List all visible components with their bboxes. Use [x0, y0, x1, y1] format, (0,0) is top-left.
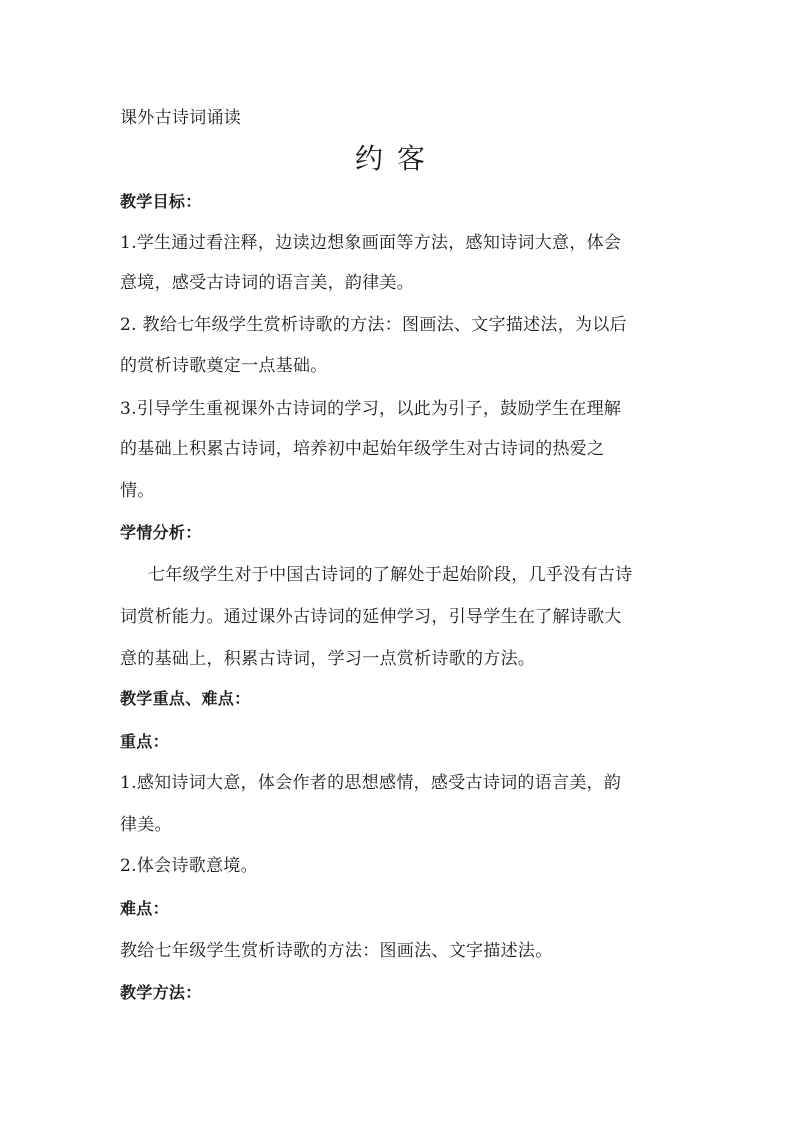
goal-2-line-2: 的赏析诗歌奠定一点基础。: [120, 356, 328, 376]
analysis-heading: 学情分析：: [120, 523, 202, 542]
analysis-line-2: 词赏析能力。通过课外古诗词的延伸学习，引导学生在了解诗歌大: [120, 607, 622, 627]
difficulty-heading: 难点：: [120, 899, 169, 918]
focus-1-line-1: 1.感知诗词大意，体会作者的思想感情，感受古诗词的语言美，韵: [120, 773, 622, 793]
page-title: 约客: [354, 142, 439, 175]
difficulty-1: 教给七年级学生赏析诗歌的方法：图画法、文字描述法。: [120, 941, 553, 961]
goal-1-line-2: 意境，感受古诗词的语言美，韵律美。: [120, 273, 415, 293]
goal-2-line-1: 2. 教给七年级学生赏析诗歌的方法：图画法、文字描述法，为以后: [120, 315, 627, 335]
focus-heading: 重点：: [120, 732, 169, 751]
focus-1-line-2: 律美。: [120, 815, 172, 835]
focus-2: 2.体会诗歌意境。: [120, 856, 258, 876]
analysis-line-1: 七年级学生对于中国古诗词的了解处于起始阶段，几乎没有古诗: [148, 565, 633, 585]
goal-3-line-3: 情。: [120, 481, 155, 501]
methods-heading: 教学方法：: [120, 983, 202, 1002]
series-label: 课外古诗词诵读: [120, 108, 242, 128]
keypoints-heading: 教学重点、难点：: [120, 689, 251, 708]
goal-3-line-1: 3.引导学生重视课外古诗词的学习，以此为引子，鼓励学生在理解: [120, 399, 622, 419]
goals-heading: 教学目标：: [120, 192, 202, 211]
goal-1-line-1: 1.学生通过看注释，边读边想象画面等方法，感知诗词大意，体会: [120, 233, 622, 253]
goal-3-line-2: 的基础上积累古诗词，培养初中起始年级学生对古诗词的热爱之: [120, 439, 605, 459]
analysis-line-3: 意的基础上，积累古诗词，学习一点赏析诗歌的方法。: [120, 649, 536, 669]
